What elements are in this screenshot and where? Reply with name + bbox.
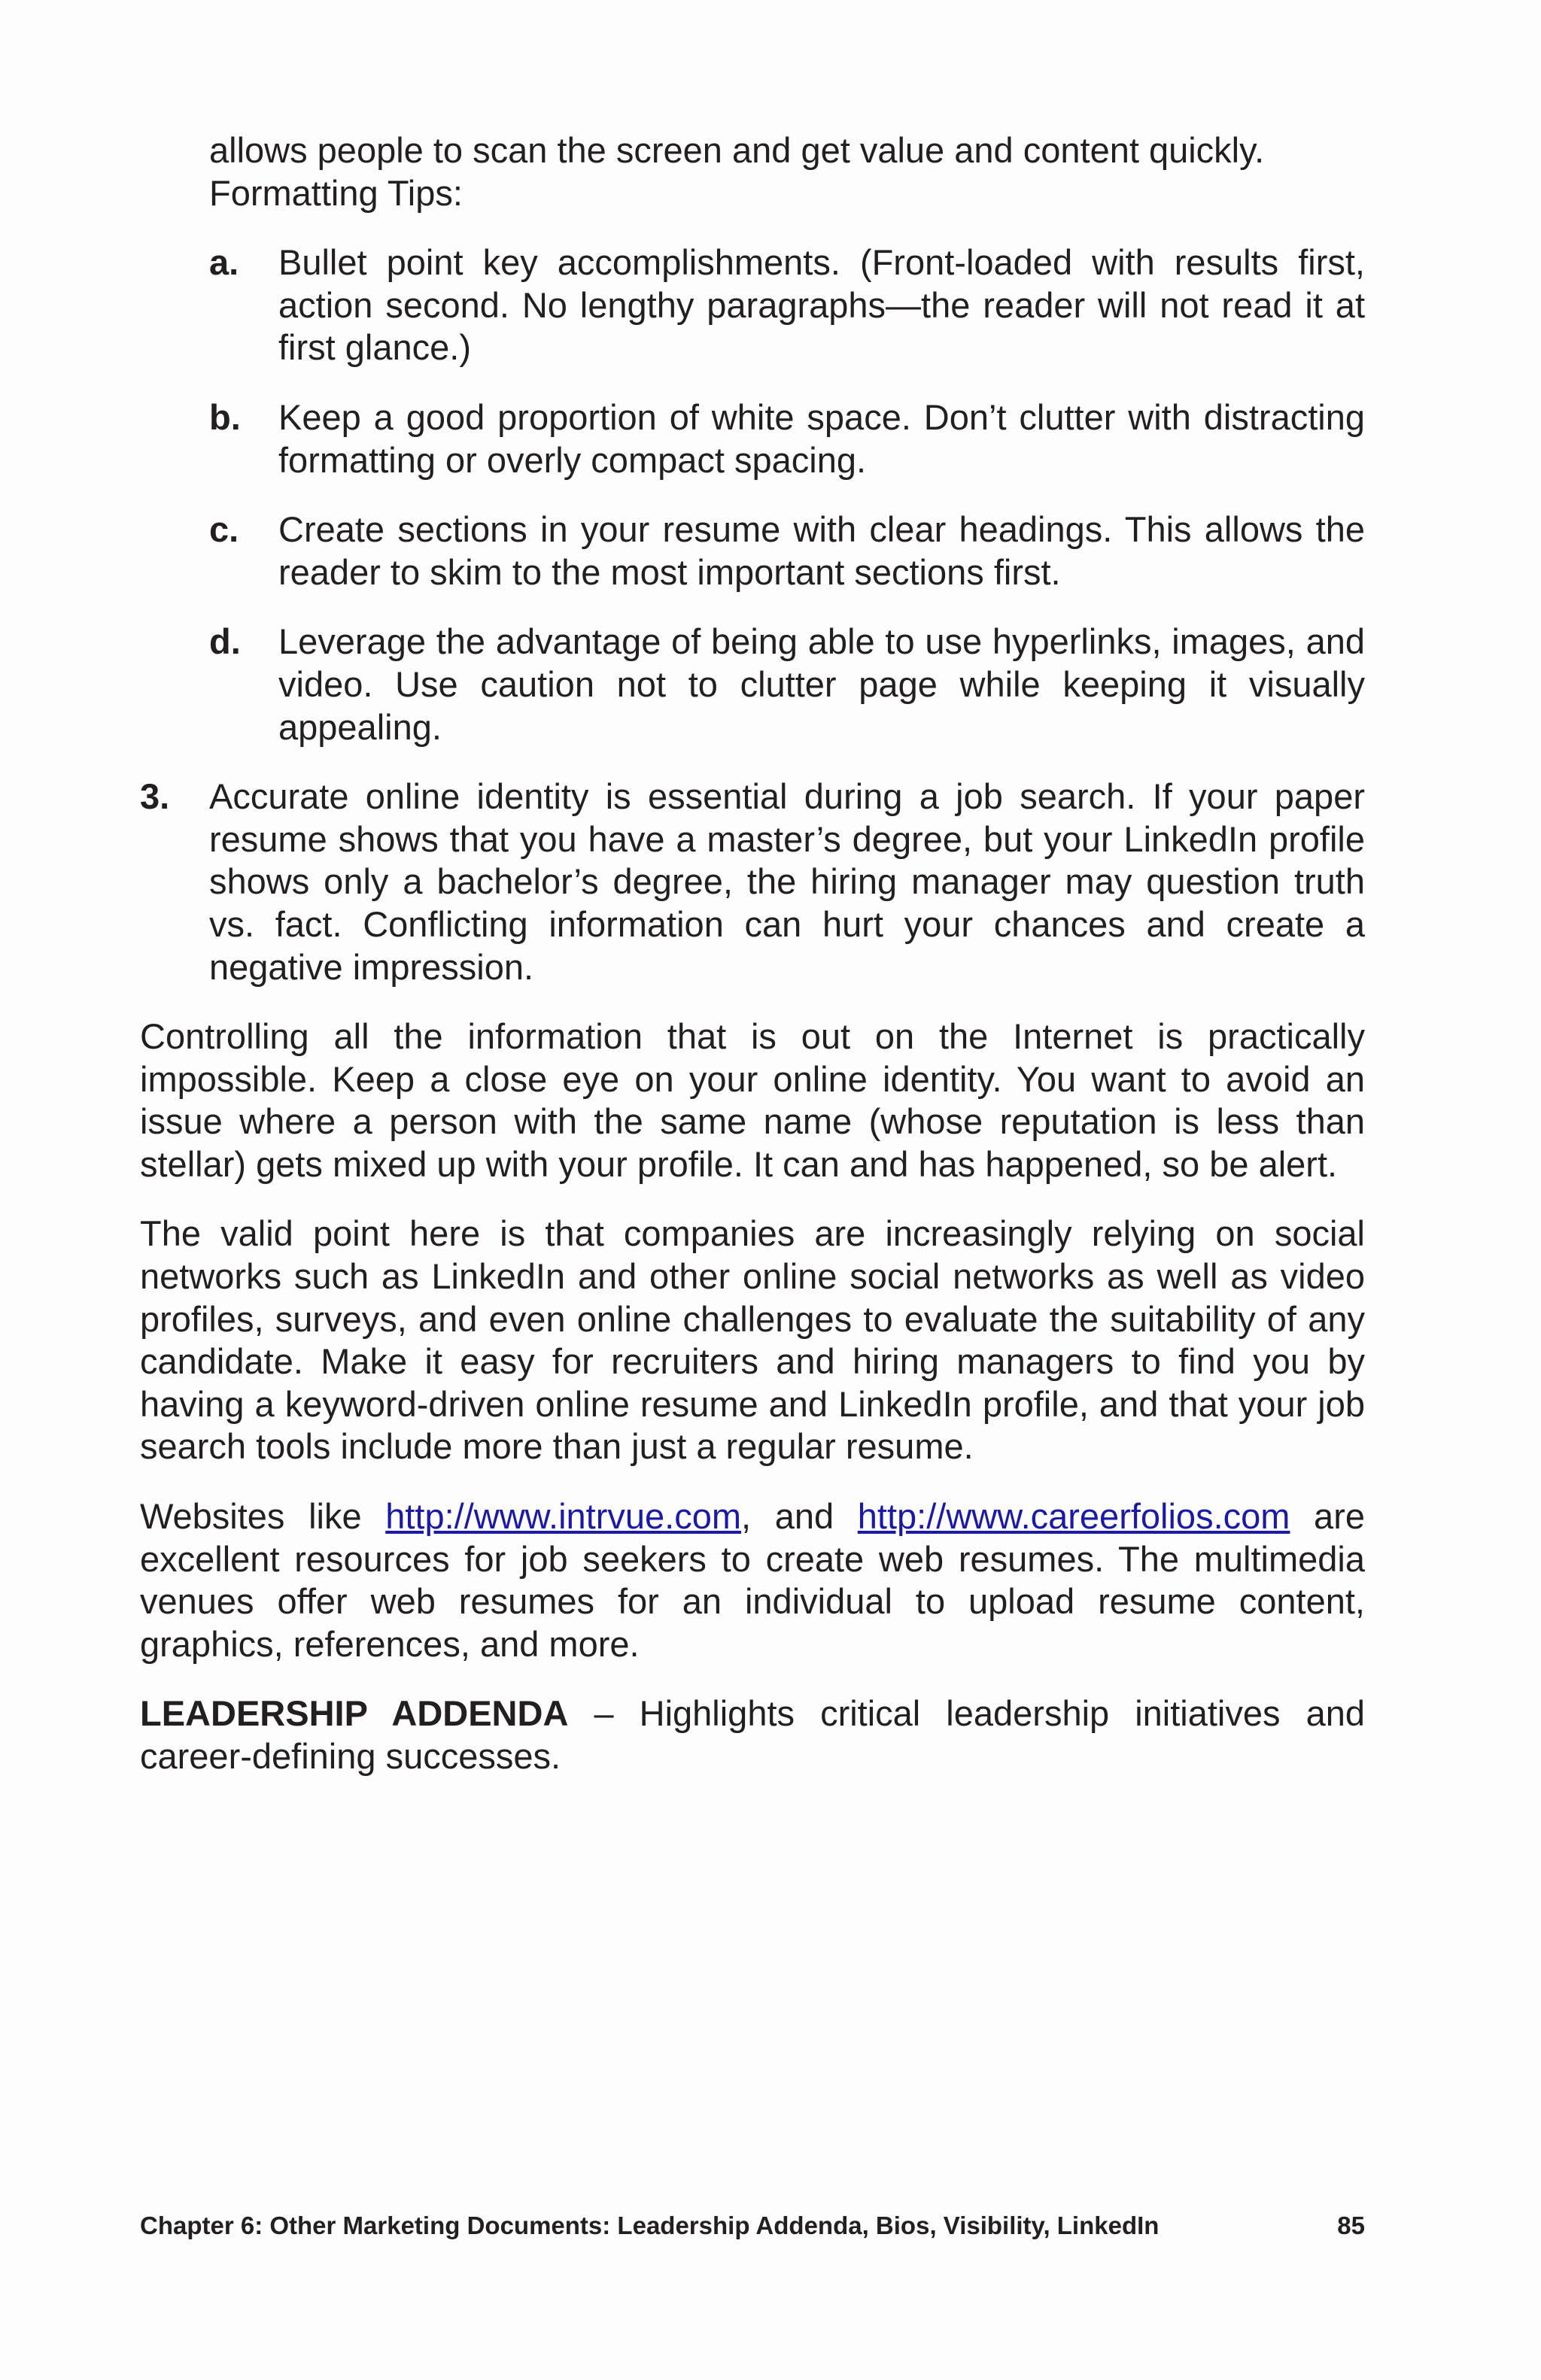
formatting-tips-label: Formatting Tips: bbox=[209, 172, 463, 213]
list-item-text: Bullet point key accomplishments. (Front-loaded with results first, action second. No lengthy paragraphs—the reader will not read it at first glance.) bbox=[278, 242, 1365, 368]
list-marker: b. bbox=[209, 396, 241, 437]
paragraph-leadership-addenda bbox=[140, 1692, 1365, 1777]
page-footer bbox=[140, 2212, 1365, 2240]
list-marker: a. bbox=[209, 242, 239, 283]
page-body bbox=[140, 129, 1365, 1805]
paragraph-websites bbox=[140, 1495, 1365, 1665]
intrvue-link[interactable]: http://www.intrvue.com bbox=[385, 1496, 742, 1537]
list-item bbox=[209, 508, 1365, 593]
websites-prefix: Websites like bbox=[140, 1496, 386, 1537]
list-marker: d. bbox=[209, 621, 241, 662]
list-item-text: Leverage the advantage of being able to use hyperlinks, images, and video. Use caution not to clutter page while keeping it visually appealing. bbox=[278, 621, 1365, 747]
leadership-addenda-heading: LEADERSHIP ADDENDA bbox=[140, 1693, 569, 1734]
list-marker: 3. bbox=[140, 776, 170, 817]
list-item-text: Keep a good proportion of white space. Don’t clutter with distracting formatting or overly compact spacing. bbox=[278, 396, 1365, 480]
formatting-tips-list bbox=[140, 241, 1365, 748]
websites-middle: , and bbox=[741, 1496, 858, 1537]
footer-chapter-title: Chapter 6: Other Marketing Documents: Leadership Addenda, Bios, Visibility, LinkedIn bbox=[140, 2212, 1160, 2239]
list-marker: c. bbox=[209, 509, 239, 550]
careerfolios-link[interactable]: http://www.careerfolios.com bbox=[857, 1496, 1290, 1537]
list-item bbox=[209, 396, 1365, 481]
websites-suffix: are excellent resources for job seekers to create web resumes. The multimedia venues offer web resumes for an individual to upload resume content, graphics, references, and more. bbox=[140, 1496, 1365, 1664]
paragraph-social-networks: The valid point here is that companies are increasingly relying on social networks such as LinkedIn and other online social networks as well as video profiles, surveys, and even online challenges to evaluate the suitability of any candidate. Make it easy for recruiters and hiring managers to find you by having a keyword-driven online resume and LinkedIn profile, and that your job search tools include more than just a regular resume. bbox=[140, 1213, 1365, 1467]
list-item bbox=[209, 241, 1365, 369]
page-number: 85 bbox=[1337, 2212, 1365, 2239]
numbered-item-3 bbox=[140, 776, 1365, 988]
list-item-text: Accurate online identity is essential during a job search. If your paper resume shows that you have a master’s degree, but your LinkedIn profile shows only a bachelor’s degree, the hiring manager may question truth vs. fact. Conflicting information can hurt your chances and create a negative impression. bbox=[209, 776, 1365, 987]
list-item-text: Create sections in your resume with clear headings. This allows the reader to skim to the most important sections first. bbox=[278, 509, 1365, 592]
paragraph-online-identity: Controlling all the information that is out on the Internet is practically impossible. Keep a close eye on your online identity. You want to avoid an issue where a person with the same name (whose reputation is less than stellar) gets mixed up with your profile. It can and has happened, so be alert. bbox=[140, 1016, 1365, 1184]
leadership-addenda-text: – Highlights critical leadership initiatives and career-defining successes. bbox=[140, 1693, 1365, 1776]
intro-line: allows people to scan the screen and get value and content quickly. bbox=[209, 130, 1265, 170]
list-item bbox=[209, 621, 1365, 748]
